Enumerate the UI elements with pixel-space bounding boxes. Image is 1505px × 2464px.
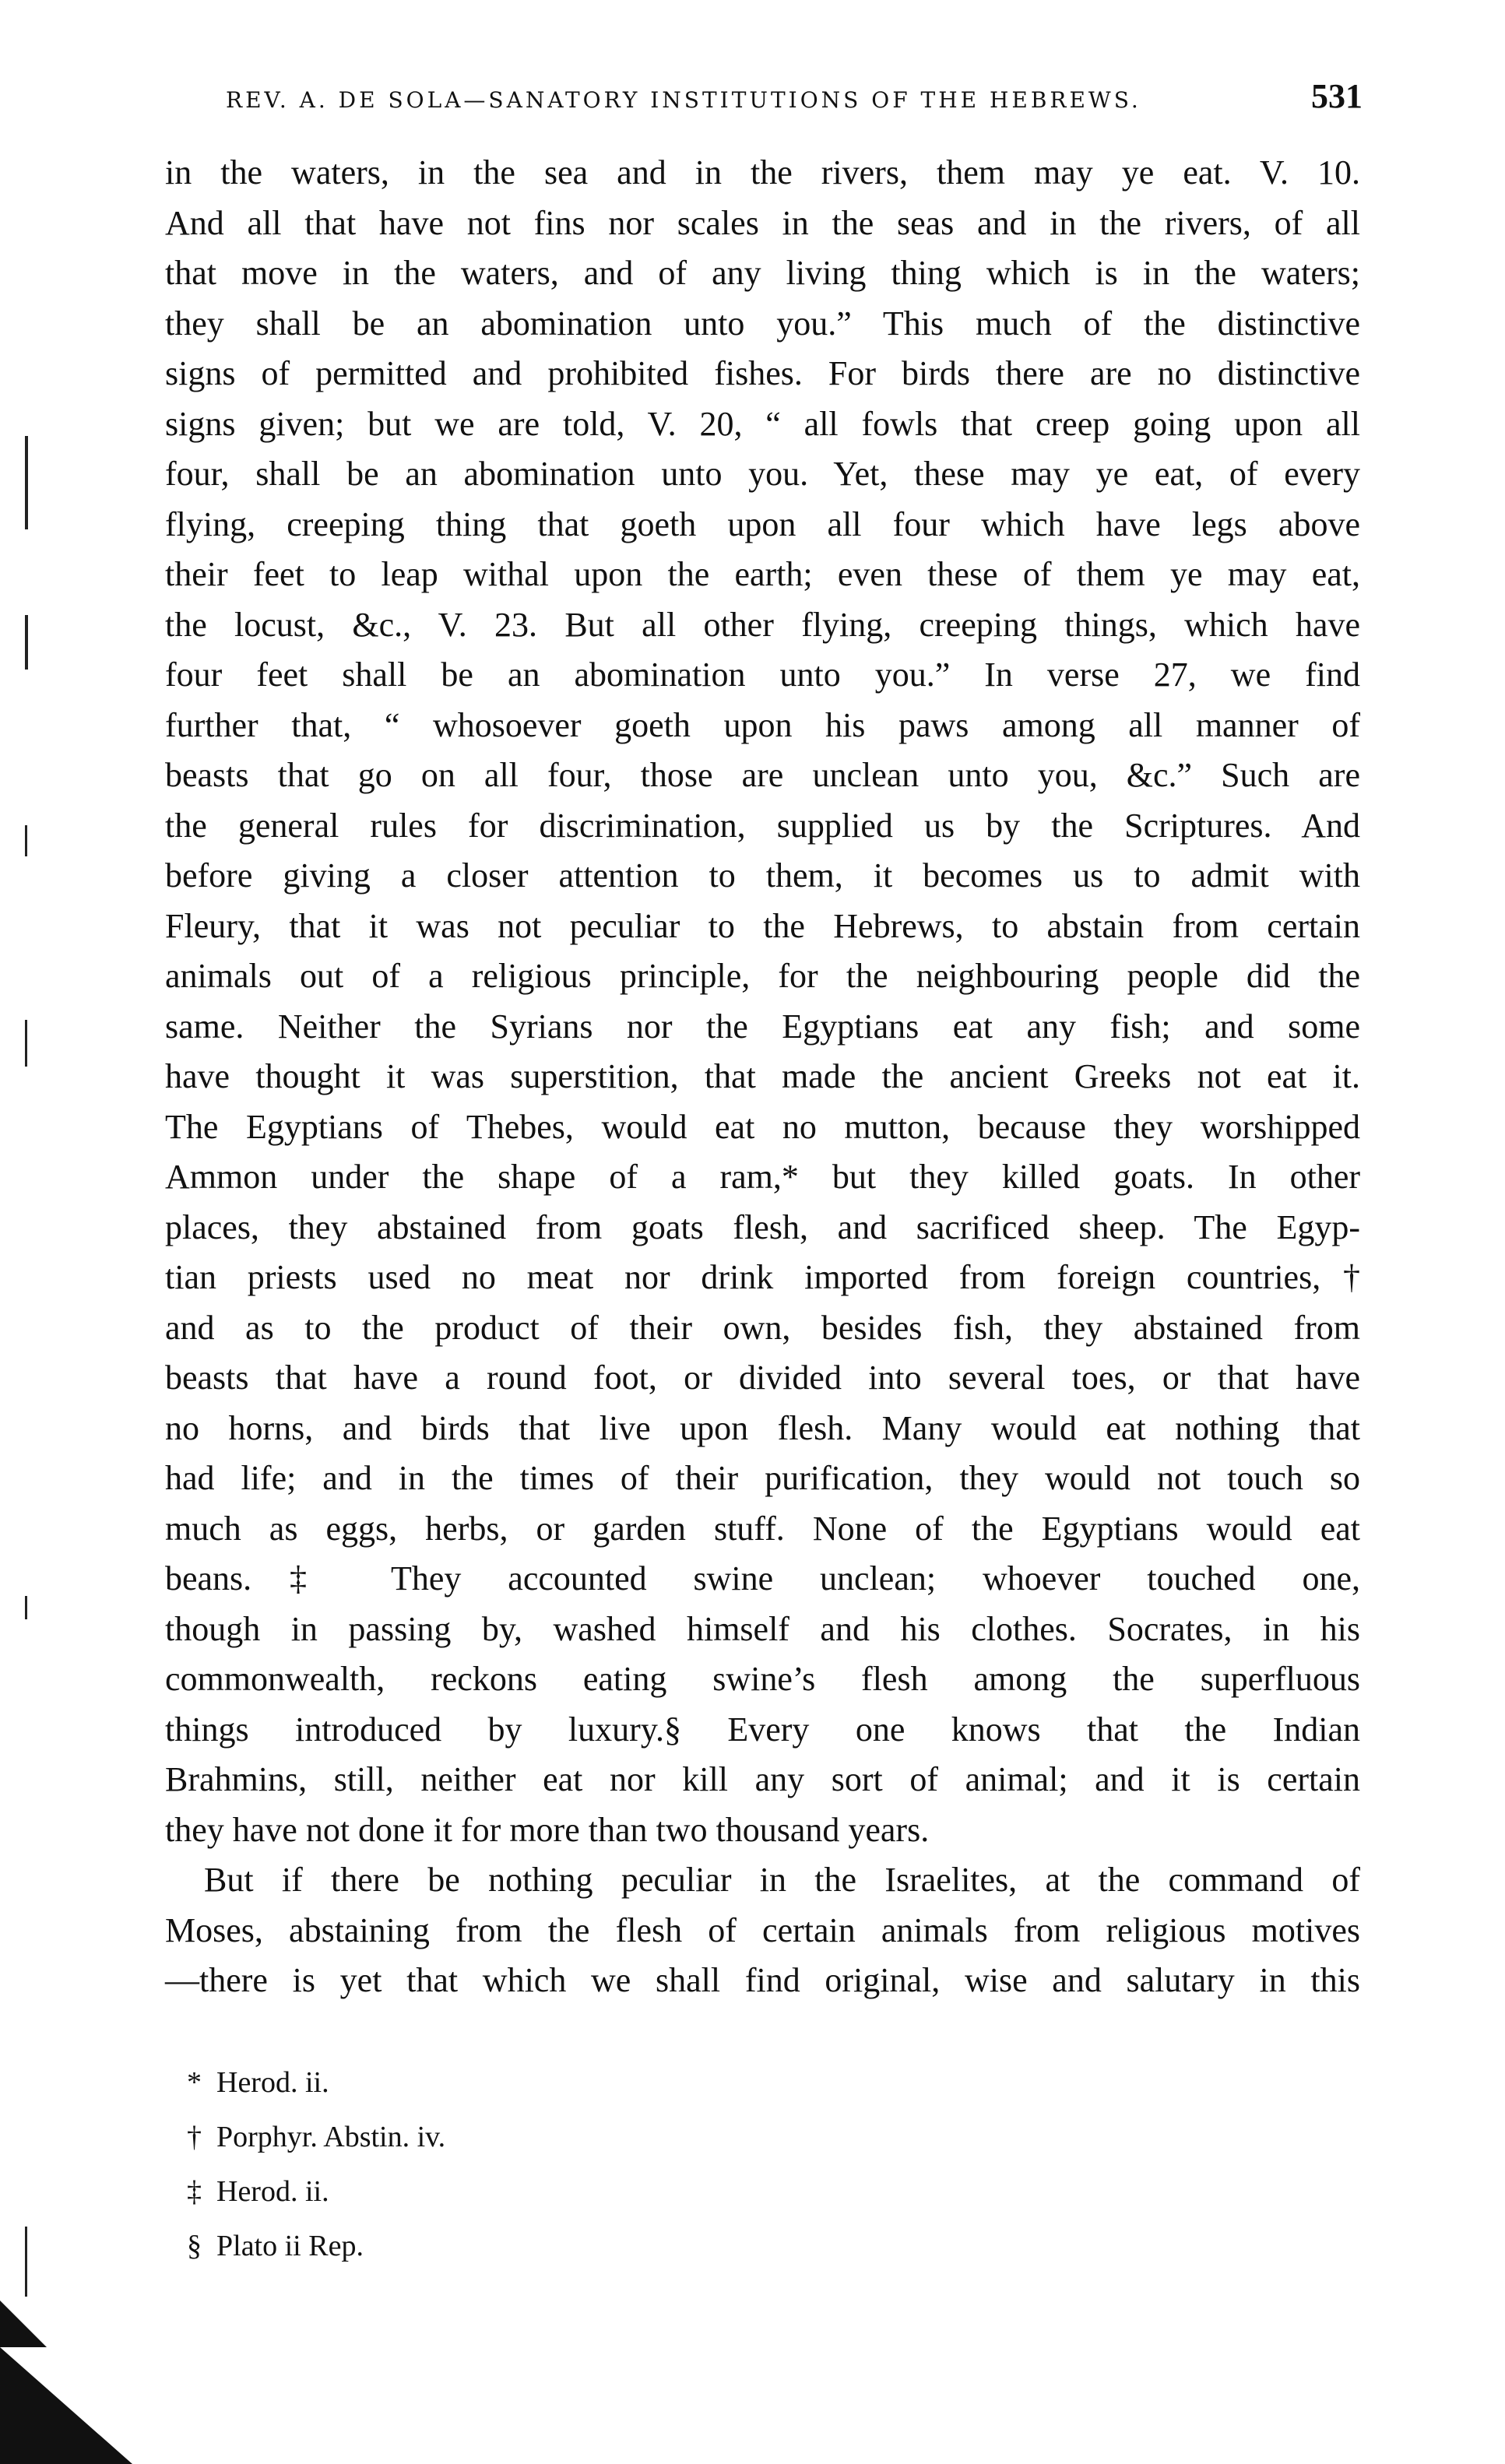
text-line: they shall be an abomination unto you.” This much of the distinctive <box>165 304 1360 343</box>
running-title: REV. A. DE SOLA—SANATORY INSTITUTIONS OF THE HEBREWS. <box>226 87 1141 113</box>
footnote-text: Herod. ii. <box>216 2175 329 2208</box>
scan-edge-mark <box>25 1020 27 1067</box>
text-line: things introduced by luxury.§ Every one knows that the Indian <box>165 1710 1360 1749</box>
text-line: had life; and in the times of their purification, they would not touch so <box>165 1459 1360 1497</box>
text-line: before giving a closer attention to them, it becomes us to admit with <box>165 856 1360 895</box>
footnote <box>187 2055 810 2110</box>
footnote <box>187 2164 810 2219</box>
text-line: that move in the waters, and of any living thing which is in the waters; <box>165 254 1360 292</box>
text-line: signs given; but we are told, V. 20, “ all fowls that creep going upon all <box>165 404 1360 443</box>
text-line: the locust, &c., V. 23. But all other flying, creeping things, which have <box>165 605 1360 644</box>
page-number: 531 <box>1311 77 1363 115</box>
text-line: But if there be nothing peculiar in the Israelites, at the command of <box>204 1861 1360 1899</box>
text-line: beasts that go on all four, those are unclean unto you, &c.” Such are <box>165 756 1360 794</box>
text-line: Ammon under the shape of a ram,* but they killed goats. In other <box>165 1158 1360 1196</box>
text-line: in the waters, in the sea and in the rivers, them may ye eat. V. 10. <box>165 153 1360 192</box>
scan-edge-mark <box>25 825 27 856</box>
body-text <box>165 148 1360 2006</box>
text-line: Fleury, that it was not peculiar to the Hebrews, to abstain from certain <box>165 906 1360 945</box>
footnote-mark: § <box>187 2230 202 2262</box>
text-line: tian priests used no meat nor drink imported from foreign countries,† <box>165 1258 1360 1296</box>
text-line: beasts that have a round foot, or divided into several toes, or that have <box>165 1359 1360 1397</box>
text-line: their feet to leap withal upon the earth; even these of them ye may eat, <box>165 555 1360 593</box>
text-line: though in passing by, washed himself and his clothes. Socrates, in his <box>165 1609 1360 1648</box>
text-line: four, shall be an abomination unto you. Yet, these may ye eat, of every <box>165 455 1360 493</box>
text-line: same. Neither the Syrians nor the Egyptians eat any fish; and some <box>165 1007 1360 1046</box>
scan-edge-mark <box>25 1596 27 1619</box>
text-line: flying, creeping thing that goeth upon all four which have legs above <box>165 504 1360 543</box>
footnotes <box>187 2055 810 2273</box>
text-line: —there is yet that which we shall find original, wise and salutary in this <box>165 1961 1360 1999</box>
footnote <box>187 2219 810 2273</box>
text-line: signs of permitted and prohibited fishes. For birds there are no distinctive <box>165 354 1360 392</box>
text-line: further that, “ whosoever goeth upon his paws among all manner of <box>165 705 1360 744</box>
text-line: The Egyptians of Thebes, would eat no mutton, because they worshipped <box>165 1107 1360 1146</box>
text-line: beans.‡ They accounted swine unclean; whoever touched one, <box>165 1559 1360 1598</box>
footnote-text: Porphyr. Abstin. iv. <box>216 2121 446 2153</box>
text-line: and as to the product of their own, besides fish, they abstained from <box>165 1308 1360 1347</box>
text-line: four feet shall be an abomination unto you.” In verse 27, we find <box>165 656 1360 694</box>
text-line: the general rules for discrimination, supplied us by the Scriptures. And <box>165 806 1360 845</box>
scan-edge-mark <box>25 436 28 529</box>
text-line: no horns, and birds that live upon flesh. Many would eat nothing that <box>165 1408 1360 1447</box>
text-line: have thought it was superstition, that made the ancient Greeks not eat it. <box>165 1057 1360 1095</box>
running-head <box>226 76 1363 116</box>
footnote-text: Plato ii Rep. <box>216 2230 364 2262</box>
scan-edge-mark <box>25 2227 27 2297</box>
footnote-mark: † <box>187 2121 202 2153</box>
footnote-mark: * <box>187 2066 202 2099</box>
scan-corner-shadow <box>0 2347 132 2464</box>
text-line: they have not done it for more than two thousand years. <box>165 1810 930 1849</box>
text-line: Moses, abstaining from the flesh of certain animals from religious motives <box>165 1910 1360 1949</box>
scan-corner-shadow <box>0 2301 47 2347</box>
text-line: And all that have not fins nor scales in the seas and in the rivers, of all <box>165 203 1360 242</box>
text-line: much as eggs, herbs, or garden stuff. None of the Egyptians would eat <box>165 1509 1360 1548</box>
scan-edge-mark <box>25 615 28 670</box>
footnote-mark: ‡ <box>187 2175 202 2208</box>
footnote-text: Herod. ii. <box>216 2066 329 2099</box>
footnote <box>187 2110 810 2164</box>
text-line: animals out of a religious principle, for the neighbouring people did the <box>165 957 1360 995</box>
text-line: Brahmins, still, neither eat nor kill any sort of animal; and it is certain <box>165 1760 1360 1798</box>
text-line: commonwealth, reckons eating swine’s flesh among the superfluous <box>165 1660 1360 1698</box>
text-line: places, they abstained from goats flesh, and sacrificed sheep. The Egyp- <box>165 1207 1360 1246</box>
